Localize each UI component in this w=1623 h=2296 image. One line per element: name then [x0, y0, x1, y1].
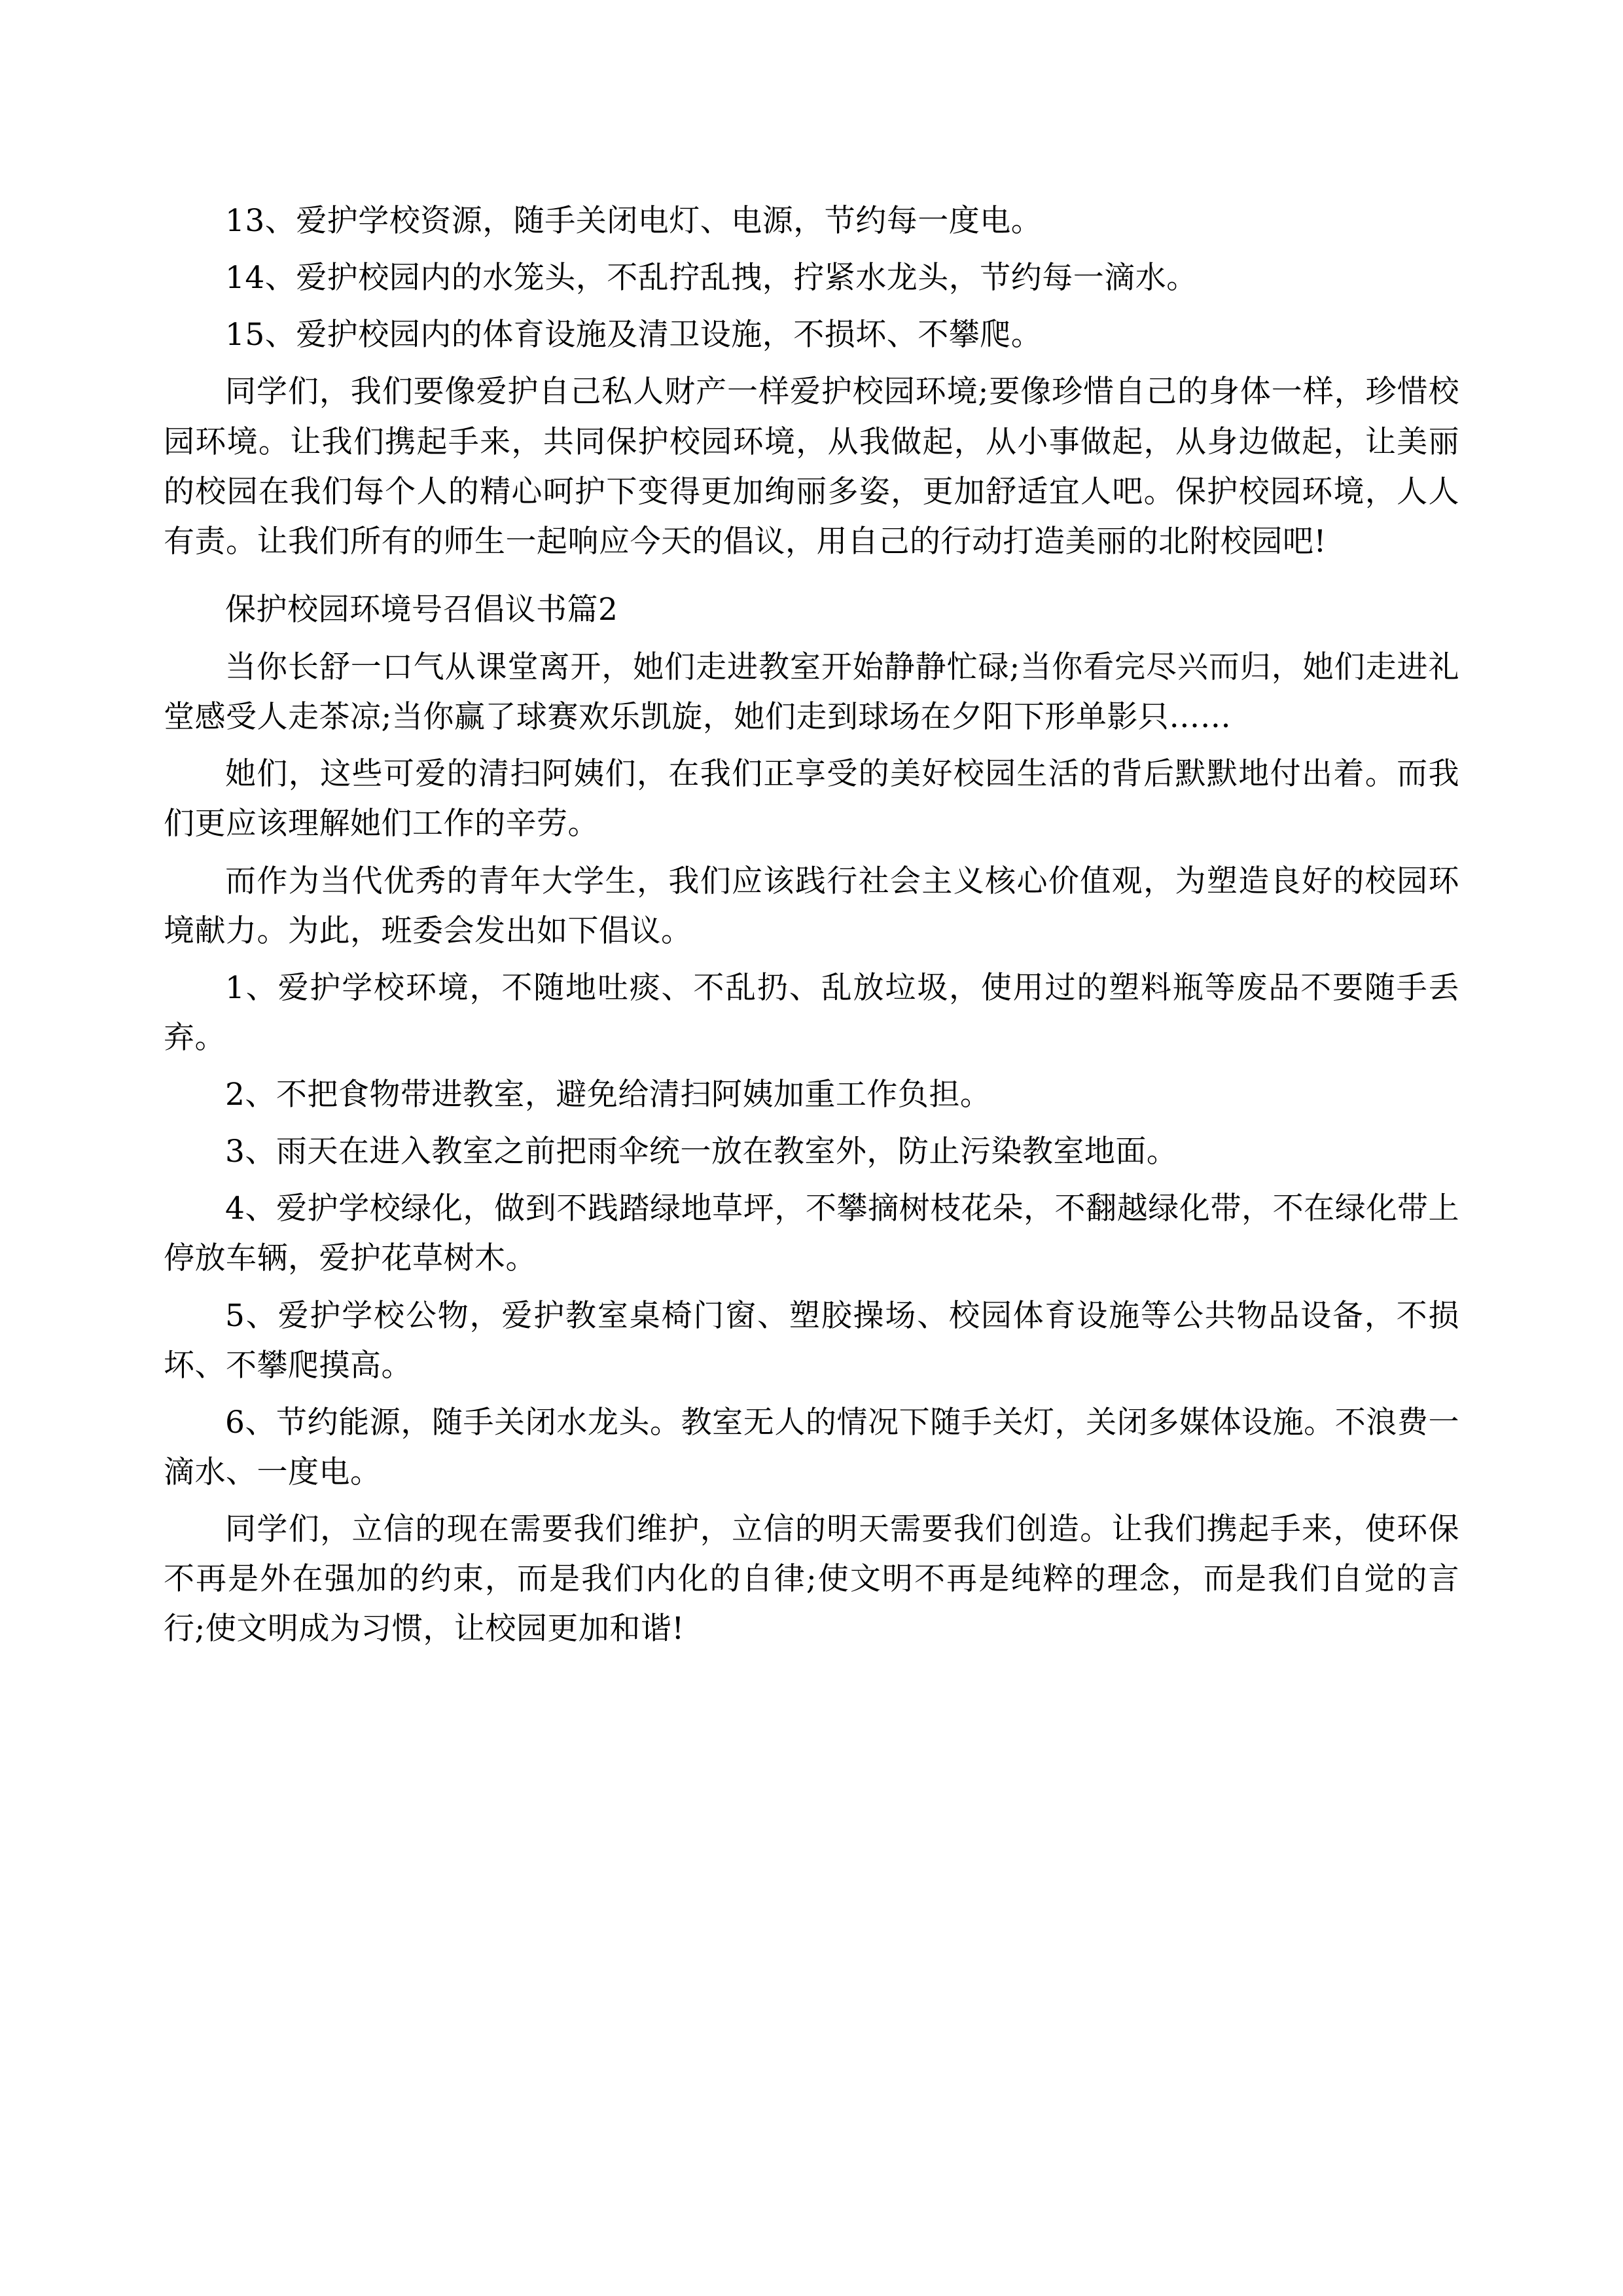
- paragraph-cleaners: 她们，这些可爱的清扫阿姨们，在我们正享受的美好校园生活的背后默默地付出着。而我们更应该理解她们工作的辛劳。: [164, 756, 1459, 842]
- paragraph-final: 同学们，立信的现在需要我们维护，立信的明天需要我们创造。让我们携起手来，使环保不再是外在强加的约束，而是我们内化的自律;使文明不再是纯粹的理念，而是我们自觉的言行;使文明成为习惯，让校园更加和谐!: [164, 1511, 1459, 1647]
- list-item-15: 15、爱护校园内的体育设施及清卫设施，不损坏、不攀爬。: [225, 317, 1043, 353]
- list-item-3: 3、雨天在进入教室之前把雨伞统一放在教室外，防止污染教室地面。: [225, 1134, 1178, 1170]
- paragraph-students: 而作为当代优秀的青年大学生，我们应该践行社会主义核心价值观，为塑造良好的校园环境献力。为此，班委会发出如下倡议。: [164, 863, 1459, 949]
- section-heading-2: 保护校园环境号召倡议书篇2: [225, 591, 618, 628]
- list-item-13: 13、爱护学校资源，随手关闭电灯、电源，节约每一度电。: [225, 203, 1043, 239]
- document-body: [164, 196, 1459, 1654]
- list-item-5: 5、爱护学校公物，爱护教室桌椅门窗、塑胶操场、校园体育设施等公共物品设备，不损坏、不攀爬摸高。: [164, 1297, 1459, 1384]
- list-item-1: 1、爱护学校环境，不随地吐痰、不乱扔、乱放垃圾，使用过的塑料瓶等废品不要随手丢弃。: [164, 969, 1459, 1056]
- list-item-2: 2、不把食物带进教室，避免给清扫阿姨加重工作负担。: [225, 1077, 991, 1113]
- list-item-4: 4、爱护学校绿化，做到不践踏绿地草坪，不攀摘树枝花朵，不翻越绿化带，不在绿化带上停放车辆，爱护花草树木。: [164, 1191, 1459, 1277]
- list-item-14: 14、爱护校园内的水笼头，不乱拧乱拽，拧紧水龙头，节约每一滴水。: [225, 260, 1198, 296]
- paragraph-opening: 当你长舒一口气从课堂离开，她们走进教室开始静静忙碌;当你看完尽兴而归，她们走进礼堂感受人走茶凉;当你赢了球赛欢乐凯旋，她们走到球场在夕阳下形单影只……: [164, 649, 1459, 736]
- list-item-6: 6、节约能源，随手关闭水龙头。教室无人的情况下随手关灯，关闭多媒体设施。不浪费一滴水、一度电。: [164, 1404, 1459, 1490]
- paragraph-closing-part1: 同学们，我们要像爱护自己私人财产一样爱护校园环境;要像珍惜自己的身体一样，珍惜校园环境。让我们携起手来，共同保护校园环境，从我做起，从小事做起，从身边做起，让美丽的校园在我们每个人的精心呵护下变得更加绚丽多姿，更加舒适宜人吧。保护校园环境，人人有责。让我们所有的师生一起响应今天的倡议，用自己的行动打造美丽的北附校园吧!: [164, 374, 1459, 560]
